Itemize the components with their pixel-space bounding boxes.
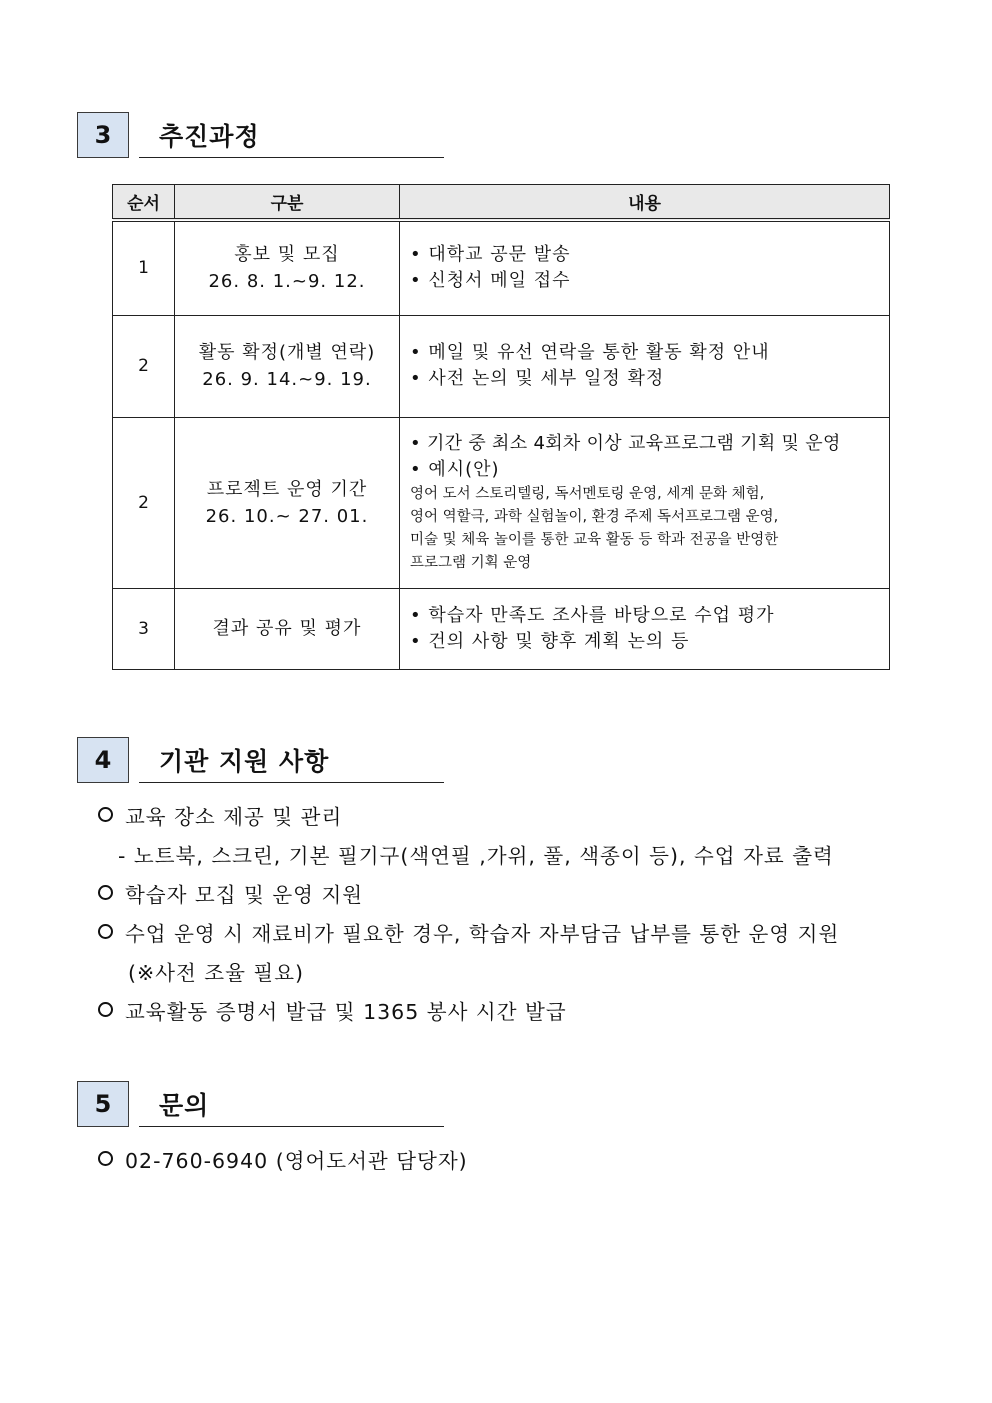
circle-bullet-icon: [98, 1151, 113, 1166]
row-seq: 2: [113, 315, 175, 417]
content-bullet: • 기간 중 최소 4회차 이상 교육프로그램 기획 및 운영: [410, 431, 889, 457]
category-label: 프로젝트 운영 기간: [206, 478, 368, 500]
category-period: 26. 9. 14.~9. 19.: [202, 369, 372, 390]
row-category: [175, 315, 400, 417]
content-bullet: • 메일 및 유선 연락을 통한 활동 확정 안내: [410, 340, 889, 366]
row-content: [400, 588, 890, 669]
category-label: 활동 확정(개별 연락): [198, 342, 376, 363]
list-item: [98, 995, 567, 1025]
row-content: [400, 315, 890, 417]
row-category: [175, 588, 400, 669]
table-row: [113, 315, 890, 417]
row-category: [175, 220, 400, 315]
circle-bullet-icon: [98, 1002, 113, 1017]
circle-bullet-icon: [98, 807, 113, 822]
table-header-row: [113, 185, 890, 221]
section-title: 추진과정: [159, 122, 260, 151]
list-item: [98, 800, 342, 830]
row-seq: 1: [113, 220, 175, 315]
section-underline: [139, 157, 444, 158]
row-seq: 3: [113, 588, 175, 669]
section-number: 4: [77, 737, 129, 783]
row-category: [175, 417, 400, 588]
category-label: 결과 공유 및 평가: [212, 618, 362, 639]
contact-text: 02-760-6940 (영어도서관 담당자): [125, 1149, 468, 1173]
content-bullet: • 학습자 만족도 조사를 바탕으로 수업 평가: [410, 603, 889, 629]
circle-bullet-icon: [98, 885, 113, 900]
list-subitem: [118, 839, 834, 869]
category-label: 홍보 및 모집: [234, 244, 340, 266]
list-item-continuation: [128, 956, 304, 986]
row-seq: 2: [113, 417, 175, 588]
content-bullet: • 건의 사항 및 향후 계획 논의 등: [410, 629, 889, 655]
item-text: (※사전 조율 필요): [128, 961, 305, 985]
table-row: [113, 588, 890, 669]
list-item: [98, 1144, 468, 1174]
section-number: 5: [77, 1081, 129, 1127]
header-category: 구분: [175, 185, 400, 221]
table-row: [113, 220, 890, 315]
item-text: - 노트북, 스크린, 기본 필기구(색연필 ,가위, 풀, 색종이 등), 수업 자료 출력: [118, 844, 834, 868]
table-row: [113, 417, 890, 588]
circle-bullet-icon: [98, 924, 113, 939]
header-seq: 순서: [113, 185, 175, 221]
row-content: [400, 417, 890, 588]
example-detail: 프로그램 기획 운영: [410, 554, 532, 571]
row-content: [400, 220, 890, 315]
item-text: 수업 운영 시 재료비가 필요한 경우, 학습자 자부담금 납부를 통한 운영 지원: [125, 922, 840, 946]
example-detail: 영어 역할극, 과학 실험놀이, 환경 주제 독서프로그램 운영,: [410, 508, 779, 525]
example-detail: 미술 및 체육 놀이를 통한 교육 활동 등 학과 전공을 반영한: [410, 531, 779, 548]
list-item: [98, 917, 839, 947]
item-text: 교육활동 증명서 발급 및 1365 봉사 시간 발급: [125, 1000, 567, 1024]
section-title: 문의: [159, 1091, 210, 1120]
content-bullet: • 사전 논의 및 세부 일정 확정: [410, 366, 889, 392]
section-underline: [139, 1126, 444, 1127]
item-text: 학습자 모집 및 운영 지원: [125, 883, 364, 907]
category-period: 26. 10.~ 27. 01.: [205, 505, 369, 527]
example-detail: 영어 도서 스토리텔링, 독서멘토링 운영, 세계 문화 체험,: [410, 485, 765, 502]
section-title: 기관 지원 사항: [159, 747, 330, 776]
header-content: 내용: [400, 185, 890, 221]
section-underline: [139, 782, 444, 783]
content-bullet: • 대학교 공문 발송: [410, 242, 889, 268]
category-period: 26. 8. 1.~9. 12.: [208, 271, 366, 293]
process-table: [112, 184, 890, 670]
section-number: 3: [77, 112, 129, 158]
content-bullet: • 예시(안): [410, 457, 889, 483]
content-bullet: • 신청서 메일 접수: [410, 268, 889, 294]
list-item: [98, 878, 363, 908]
item-text: 교육 장소 제공 및 관리: [125, 805, 343, 829]
